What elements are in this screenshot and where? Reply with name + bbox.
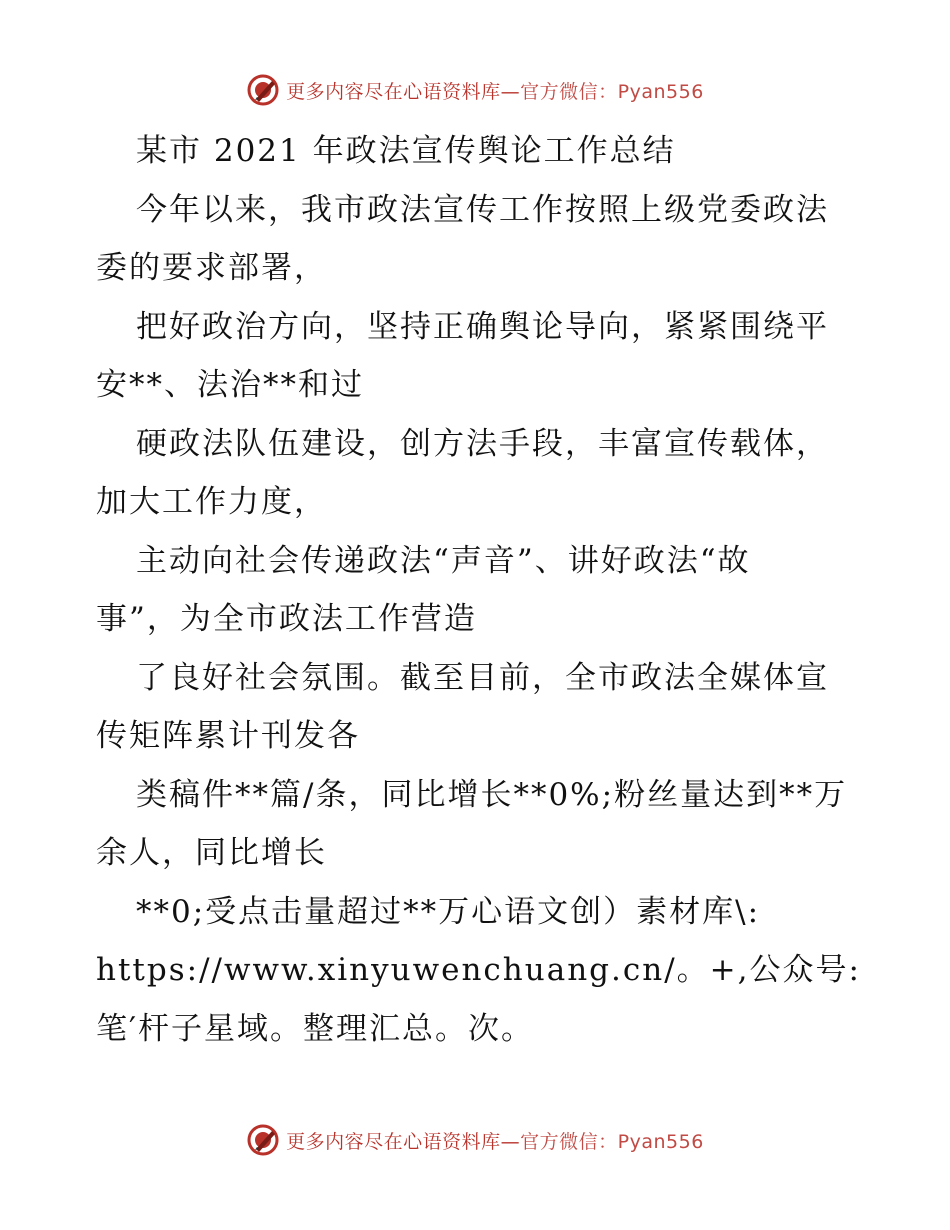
paragraph-line: 某市 2021 年政法宣传舆论工作总结 <box>136 133 676 169</box>
watermark-main-text: 更多内容尽在心语资料库— <box>286 80 521 103</box>
header-watermark <box>0 68 950 112</box>
paragraph-line: 了良好社会氛围。截至目前，全市政法全媒体宣 <box>136 659 829 696</box>
paragraph-line: 传矩阵累计刊发各 <box>96 718 360 754</box>
paragraph-line: 把好政治方向，坚持正确舆论导向，紧紧围绕平 <box>136 308 829 345</box>
pen-logo-icon <box>246 73 280 107</box>
paragraph-line: 加大工作力度， <box>96 484 327 520</box>
watermark-text <box>286 1127 704 1154</box>
document-body <box>96 122 861 1058</box>
watermark-text <box>286 77 704 104</box>
footer-watermark <box>0 1118 950 1162</box>
paragraph-line: 笔′杆子星域。整理汇总。次。 <box>96 1010 535 1047</box>
paragraph-line: 硬政法队伍建设，创方法手段，丰富宣传载体， <box>136 425 829 462</box>
watermark-sub-text: 官方微信：Pyan556 <box>520 80 704 103</box>
paragraph-line: 今年以来，我市政法宣传工作按照上级党委政法 <box>136 191 829 228</box>
watermark-main-text: 更多内容尽在心语资料库— <box>286 1130 521 1153</box>
paragraph-line: 余人，同比增长 <box>96 835 327 871</box>
paragraph-line: 安**、法治**和过 <box>96 367 364 403</box>
paragraph-line: 委的要求部署， <box>96 250 327 286</box>
pen-logo-icon <box>246 1123 280 1157</box>
paragraph-line: https://www.xinyuwenchuang.cn/。+,公众号: <box>96 952 861 988</box>
paragraph-line: 类稿件**篇/条，同比增长**0%;粉丝量达到**万 <box>136 776 848 813</box>
paragraph-line: **0;受点击量超过**万心语文创）素材库\: <box>136 893 761 930</box>
paragraph-line: 事”，为全市政法工作营造 <box>96 601 477 637</box>
watermark-sub-text: 官方微信：Pyan556 <box>520 1130 704 1153</box>
paragraph-line: 主动向社会传递政法“声音”、讲好政法“故 <box>136 542 751 579</box>
